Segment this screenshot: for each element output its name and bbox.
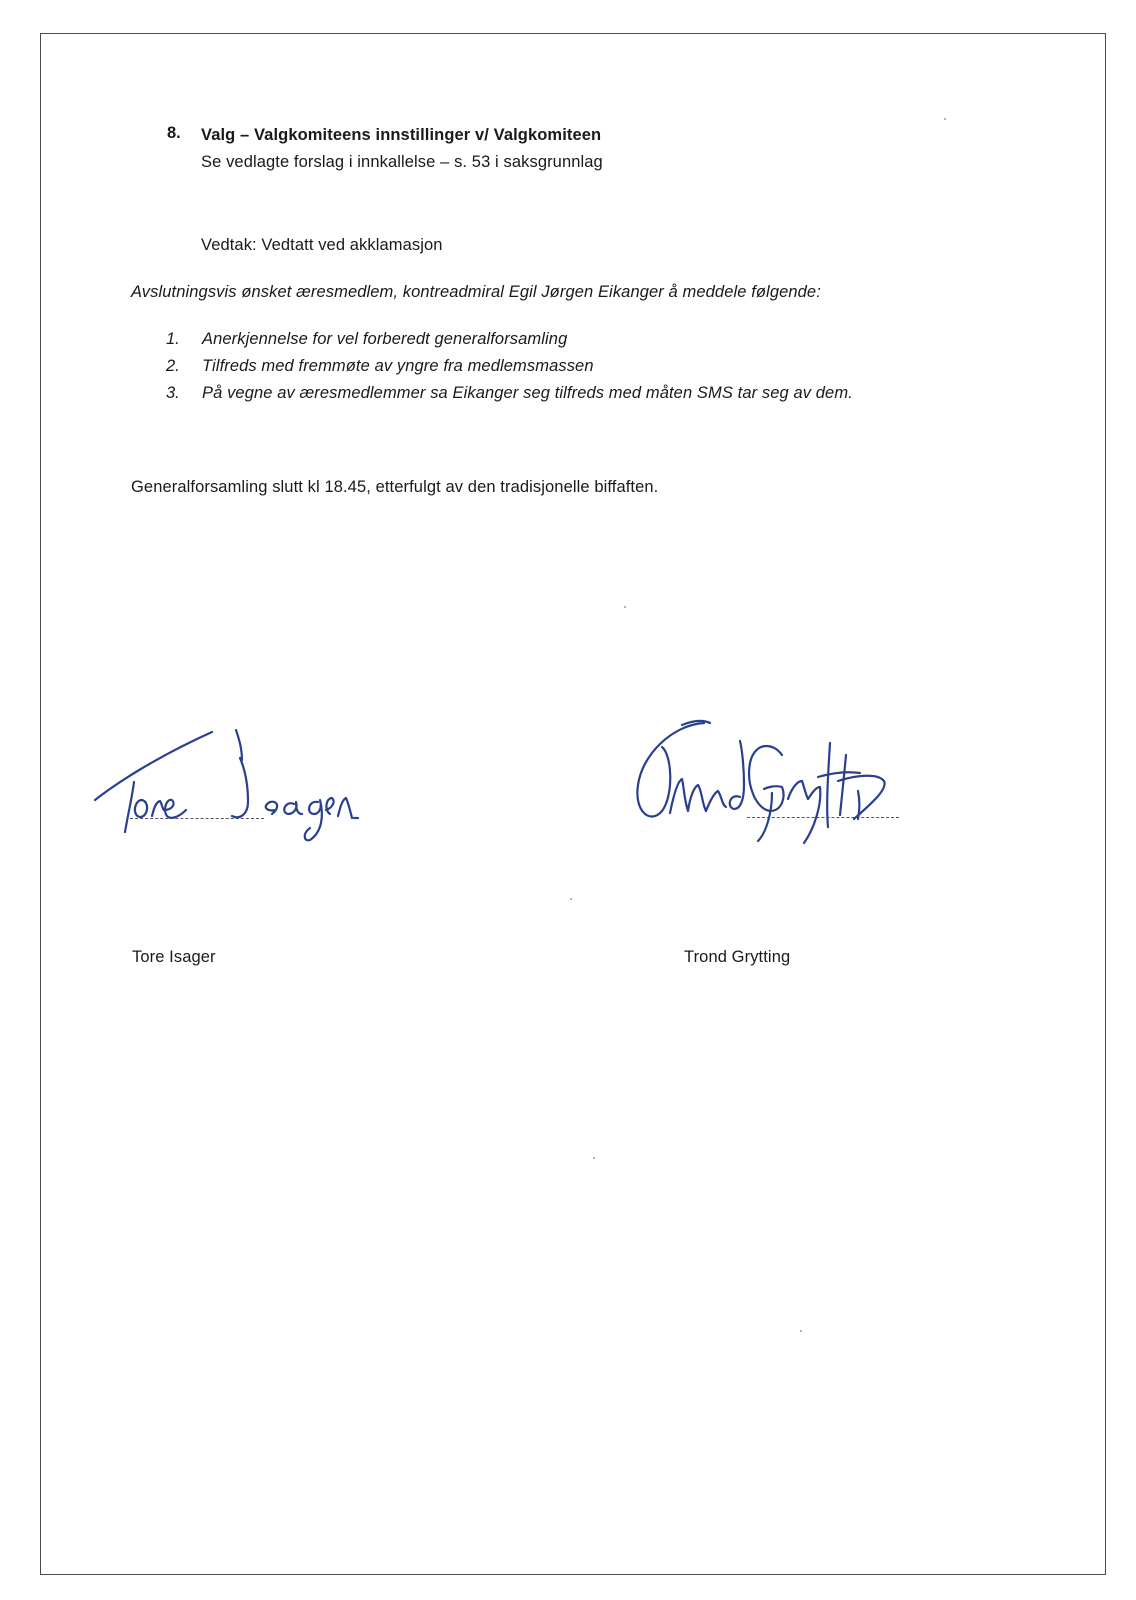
decision-text: Vedtak: Vedtatt ved akklamasjon (201, 236, 443, 254)
signatory-name-right: Trond Grytting (684, 948, 791, 966)
list-item-text: Tilfreds med fremmøte av yngre fra medlemsmassen (202, 357, 594, 375)
section-title: Valg – Valgkomiteens innstillinger v/ Valgkomiteen (201, 126, 602, 144)
end-note: Generalforsamling slutt kl 18.45, etterfulgt av den tradisjonelle biffaften. (131, 478, 659, 496)
scan-speck (570, 898, 572, 900)
signature-tore-isager (90, 720, 380, 855)
scan-speck (624, 606, 626, 608)
section-number: 8. (167, 124, 181, 142)
list-item-number: 2. (166, 357, 180, 375)
scan-speck (944, 118, 946, 120)
section-reference: Se vedlagte forslag i innkallelse – s. 53 i saksgrunnlag (201, 153, 603, 171)
signature-trond-grytting (632, 715, 912, 865)
list-item-number: 3. (166, 384, 180, 402)
signatory-name-left: Tore Isager (132, 948, 216, 966)
list-item-text: Anerkjennelse for vel forberedt generalforsamling (202, 330, 568, 348)
scan-speck (593, 1157, 595, 1159)
list-item-number: 1. (166, 330, 180, 348)
closing-intro: Avslutningsvis ønsket æresmedlem, kontreadmiral Egil Jørgen Eikanger å meddele følgende: (131, 283, 821, 301)
list-item-text: På vegne av æresmedlemmer sa Eikanger seg tilfreds med måten SMS tar seg av dem. (202, 384, 853, 402)
scan-speck (800, 1330, 802, 1332)
